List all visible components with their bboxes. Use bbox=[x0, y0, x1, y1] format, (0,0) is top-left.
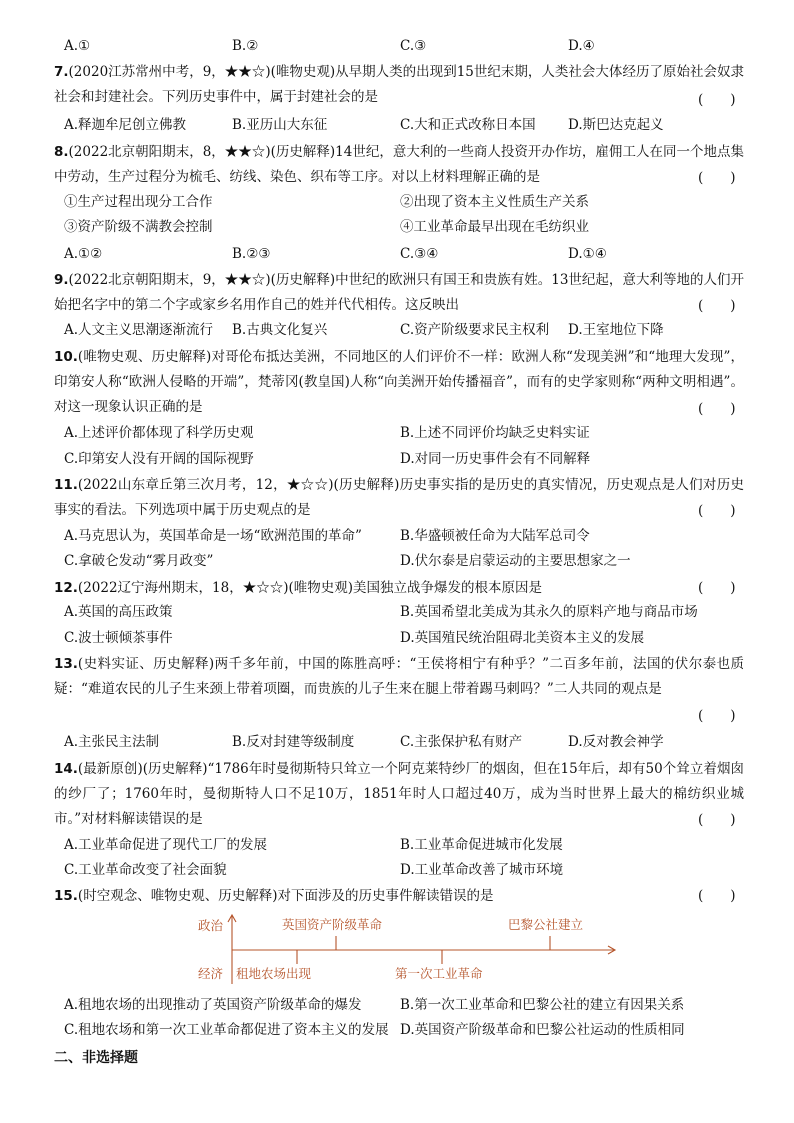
q15-option-c: C.租地农场和第一次工业革命都促进了资本主义的发展 bbox=[64, 1022, 389, 1038]
q12-stem bbox=[54, 576, 744, 601]
q10-option-c: C.印第安人没有开阔的国际视野 bbox=[64, 451, 254, 467]
q12-answer-paren: ( ) bbox=[698, 580, 736, 596]
q9-option-d: D.王室地位下降 bbox=[568, 322, 664, 338]
q12-number: 12. bbox=[54, 580, 78, 596]
q12-options-row2 bbox=[0, 628, 794, 648]
q12-option-b: B.英国希望北美成为其永久的原料产地与商品市场 bbox=[400, 604, 698, 620]
q11-options-row1 bbox=[0, 526, 794, 546]
q7-options bbox=[0, 115, 794, 135]
q7-option-a: A.释迦牟尼创立佛教 bbox=[64, 117, 187, 133]
q10-text: (唯物史观、历史解释)对哥伦布抵达美洲，不同地区的人们评价不一样：欧洲人称“发现美洲”和“地理大发现”，印第安人称“欧洲人侵略的开端”，梵蒂冈(教皇国)人称“向美洲开始传播福音”，而有的史学家则称“两种文明相遇”。对这一现象认识正确的是 bbox=[54, 349, 744, 415]
q8-statement-1: ①生产过程出现分工合作 bbox=[64, 194, 213, 210]
q15-options-row1 bbox=[0, 995, 794, 1015]
q8-statements-row2 bbox=[0, 217, 794, 237]
q8-options bbox=[0, 244, 794, 264]
q8-option-c: C.③④ bbox=[400, 246, 439, 262]
q14-answer-paren: ( ) bbox=[698, 812, 736, 828]
event-paris-commune: 巴黎公社建立 bbox=[508, 917, 584, 932]
q14-text: (最新原创)(历史解释)“1786年时曼彻斯特只耸立一个阿克莱特纱厂的烟囱，但在15年后，却有50个耸立着烟囱的纱厂了；1760年时，曼彻斯特人口不足10万，1851年时人口超过40万，成为当时世界上最大的棉纺织业城市。”对材料解读错误的是 bbox=[54, 761, 744, 827]
q10-option-a: A.上述评价都体现了科学历史观 bbox=[64, 425, 254, 441]
q8-statement-2: ②出现了资本主义性质生产关系 bbox=[400, 194, 589, 210]
q9-option-c: C.资产阶级要求民主权利 bbox=[400, 322, 550, 338]
q7-stem bbox=[54, 60, 744, 110]
q13-option-a: A.主张民主法制 bbox=[64, 734, 160, 750]
q14-option-d: D.工业革命改善了城市环境 bbox=[400, 862, 564, 878]
q15-answer-paren: ( ) bbox=[698, 888, 736, 904]
q9-options bbox=[0, 320, 794, 340]
q12-option-d: D.英国殖民统治阻碍北美资本主义的发展 bbox=[400, 630, 645, 646]
q13-answer-paren: ( ) bbox=[698, 708, 736, 724]
q11-options-row2 bbox=[0, 551, 794, 571]
q13-stem bbox=[54, 652, 744, 702]
q15-option-a: A.租地农场的出现推动了英国资产阶级革命的爆发 bbox=[64, 997, 362, 1013]
q6-option-d: D.④ bbox=[568, 38, 595, 54]
q6-option-a: A.① bbox=[64, 38, 91, 54]
q7-option-d: D.斯巴达克起义 bbox=[568, 117, 664, 133]
economy-label: 经济 bbox=[198, 966, 224, 981]
q13-option-b: B.反对封建等级制度 bbox=[232, 734, 355, 750]
q6-options bbox=[0, 36, 794, 56]
q14-option-b: B.工业革命促进城市化发展 bbox=[400, 837, 563, 853]
q15-option-b: B.第一次工业革命和巴黎公社的建立有因果关系 bbox=[400, 997, 685, 1013]
q8-answer-paren: ( ) bbox=[698, 170, 736, 186]
event-industrial-revolution: 第一次工业革命 bbox=[395, 966, 483, 981]
q6-option-c: C.③ bbox=[400, 38, 427, 54]
q10-number: 10. bbox=[54, 349, 78, 365]
q8-stem bbox=[54, 140, 744, 190]
event-english-revolution: 英国资产阶级革命 bbox=[282, 917, 383, 932]
q10-answer-paren: ( ) bbox=[698, 401, 736, 417]
q8-statements-row1 bbox=[0, 192, 794, 212]
q11-text: (2022山东章丘第三次月考，12，★☆☆)(历史解释)历史事实指的是历史的真实情况，历史观点是人们对历史事实的看法。下列选项中属于历史观点的是 bbox=[54, 477, 744, 518]
q13-text: (史料实证、历史解释)两千多年前，中国的陈胜高呼：“王侯将相宁有种乎？”二百多年前，法国的伏尔泰也质疑：“难道农民的儿子生来颈上带着项圈，而贵族的儿子生来在腿上带着踢马刺吗？”二人共同的观点是 bbox=[54, 656, 744, 697]
q11-option-b: B.华盛顿被任命为大陆军总司令 bbox=[400, 528, 590, 544]
q9-stem bbox=[54, 268, 744, 318]
q11-number: 11. bbox=[54, 477, 78, 493]
q14-options-row2 bbox=[0, 860, 794, 880]
q13-option-d: D.反对教会神学 bbox=[568, 734, 664, 750]
q6-option-b: B.② bbox=[232, 38, 259, 54]
politics-label: 政治 bbox=[198, 918, 224, 933]
q12-text: (2022辽宁海州期末，18，★☆☆)(唯物史观)美国独立战争爆发的根本原因是 bbox=[77, 580, 543, 596]
q8-text: (2022北京朝阳期末，8，★★☆)(历史解释)14世纪，意大利的一些商人投资开办作坊，雇佣工人在同一个地点集中劳动，生产过程分为梳毛、纺线、染色、织布等工序。对以上材料理解正确的是 bbox=[54, 144, 744, 185]
q10-stem bbox=[54, 345, 744, 420]
q7-text: (2020江苏常州中考，9，★★☆)(唯物史观)从早期人类的出现到15世纪末期，人类社会大体经历了原始社会奴隶社会和封建社会。下列历史事件中，属于封建社会的是 bbox=[54, 64, 744, 105]
q8-option-b: B.②③ bbox=[232, 246, 271, 262]
q7-option-b: B.亚历山大东征 bbox=[232, 117, 328, 133]
q11-stem bbox=[54, 473, 744, 523]
event-rental-farms: 租地农场出现 bbox=[236, 966, 312, 981]
q13-options bbox=[0, 732, 794, 752]
q9-option-a: A.人文主义思潮逐渐流行 bbox=[64, 322, 214, 338]
q15-timeline-diagram bbox=[190, 912, 630, 988]
q15-number: 15. bbox=[54, 888, 78, 904]
q15-stem bbox=[54, 884, 744, 909]
q14-options-row1 bbox=[0, 835, 794, 855]
q10-option-d: D.对同一历史事件会有不同解释 bbox=[400, 451, 591, 467]
q8-number: 8. bbox=[54, 144, 69, 160]
q8-statement-4: ④工业革命最早出现在毛纺织业 bbox=[400, 219, 589, 235]
q7-number: 7. bbox=[54, 64, 69, 80]
q11-option-a: A.马克思认为，英国革命是一场“欧洲范围的革命” bbox=[64, 528, 362, 544]
q11-option-c: C.拿破仑发动“雾月政变” bbox=[64, 553, 214, 569]
q12-options-row1 bbox=[0, 602, 794, 622]
q12-option-a: A.英国的高压政策 bbox=[64, 604, 173, 620]
section-heading-non-choice: 二、非选择题 bbox=[54, 1050, 138, 1066]
q10-options-row2 bbox=[0, 449, 794, 469]
q14-stem bbox=[54, 757, 744, 832]
q9-number: 9. bbox=[54, 272, 69, 288]
q7-option-c: C.大和正式改称日本国 bbox=[400, 117, 536, 133]
q9-text: (2022北京朝阳期末，9，★★☆)(历史解释)中世纪的欧洲只有国王和贵族有姓。13世纪起，意大利等地的人们开始把名字中的第二个字或家乡名用作自己的姓并代代相传。这反映出 bbox=[54, 272, 744, 313]
q12-option-c: C.波士顿倾茶事件 bbox=[64, 630, 173, 646]
q14-option-c: C.工业革命改变了社会面貌 bbox=[64, 862, 227, 878]
q15-option-d: D.英国资产阶级革命和巴黎公社运动的性质相同 bbox=[400, 1022, 685, 1038]
q14-option-a: A.工业革命促进了现代工厂的发展 bbox=[64, 837, 268, 853]
q8-option-a: A.①② bbox=[64, 246, 103, 262]
q15-options-row2 bbox=[0, 1020, 794, 1040]
q9-option-b: B.古典文化复兴 bbox=[232, 322, 328, 338]
q8-statement-3: ③资产阶级不满教会控制 bbox=[64, 219, 213, 235]
q11-answer-paren: ( ) bbox=[698, 503, 736, 519]
q8-option-d: D.①④ bbox=[568, 246, 607, 262]
q9-answer-paren: ( ) bbox=[698, 298, 736, 314]
q10-options-row1 bbox=[0, 423, 794, 443]
q15-text: (时空观念、唯物史观、历史解释)对下面涉及的历史事件解读错误的是 bbox=[77, 888, 494, 904]
q10-option-b: B.上述不同评价均缺乏史料实证 bbox=[400, 425, 590, 441]
q13-number: 13. bbox=[54, 656, 78, 672]
q14-number: 14. bbox=[54, 761, 78, 777]
q7-answer-paren: ( ) bbox=[698, 92, 736, 108]
q13-option-c: C.主张保护私有财产 bbox=[400, 734, 523, 750]
q11-option-d: D.伏尔泰是启蒙运动的主要思想家之一 bbox=[400, 553, 631, 569]
